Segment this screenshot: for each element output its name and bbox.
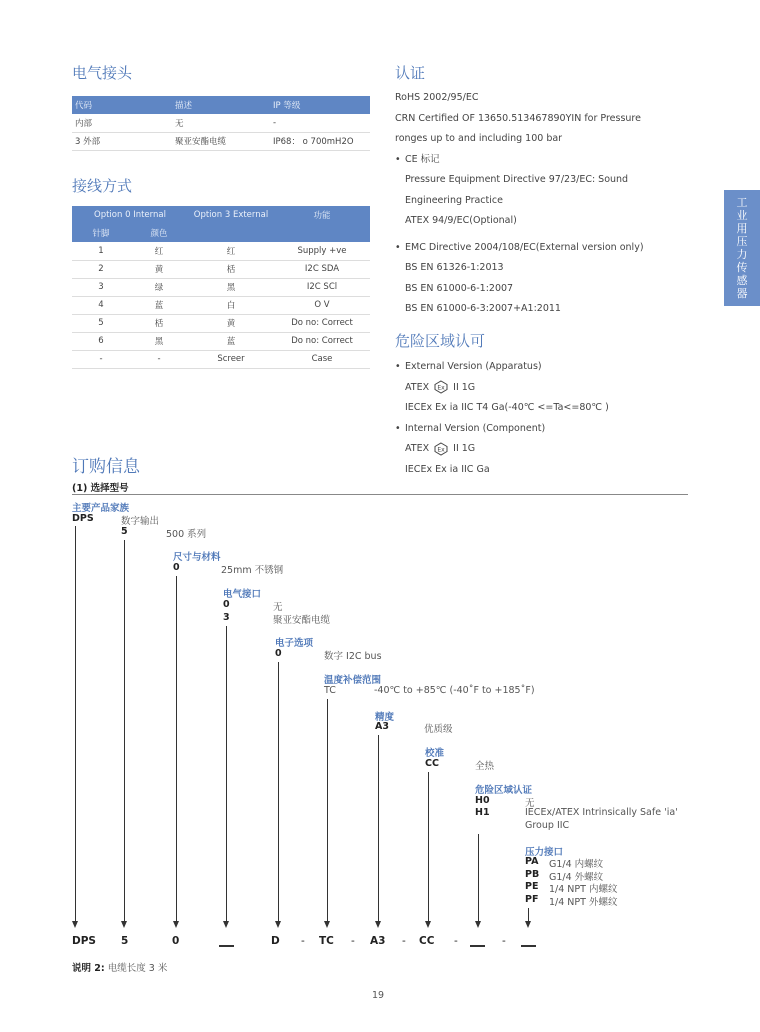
table-row: 4 蓝 白 O V	[72, 296, 370, 314]
table-row: 5 栝 黄 Do no: Correct	[72, 314, 370, 332]
cert-block: RoHS 2002/95/EC CRN Certified OF 13650.513467890YIN for Pressure ronges up to and including 100 bar • CE 标记 Pressure Equipment Directive 97/23/EC: Sound Engineering Practice ATEX 94/9/EC(Optional) • EMC Directive 2004/108/EC(External version only) BS EN 61326-1:2013 BS EN 61000-6-1:2007 BS EN 61000-6-3:2007+A1:2011	[395, 88, 715, 320]
table-row: 3 绿 黑 I2C SCl	[72, 278, 370, 296]
connector-line	[124, 540, 125, 922]
table-row: 6 黑 蓝 Do no: Correct	[72, 332, 370, 350]
wiring-title: 接线方式	[72, 177, 133, 195]
connector-line	[75, 526, 76, 922]
hazard-block: • External Version (Apparatus) ATEX Ex II 1G IECEx Ex ia IIC T4 Ga(-40℃ <=Ta<=80℃ ) • Internal Version (Component) ATEX Ex II 1G IECEx Ex ia IIC Ga	[395, 357, 715, 480]
connector-line	[378, 735, 379, 922]
blank-slot	[470, 945, 485, 947]
table-row: - - Screer Case	[72, 350, 370, 368]
ce-bullet: • CE 标记	[405, 150, 725, 171]
arrow-down-icon	[173, 921, 179, 928]
connector-line	[278, 662, 279, 922]
connector-line	[528, 908, 529, 922]
col-code: 代码	[75, 101, 93, 111]
table-row: 3 外部 聚亚安酯电缆 IP68： o 700mH2O	[72, 132, 370, 150]
side-section-tab: 工 业 用 压 力 传 感 器	[724, 190, 760, 306]
page-number: 19	[372, 990, 385, 1001]
arrow-down-icon	[223, 921, 229, 928]
electrical-table	[72, 96, 370, 151]
connector-line	[226, 626, 227, 922]
ordering-title: 订购信息	[72, 457, 140, 477]
hazard-title: 危险区域认可	[395, 332, 486, 350]
arrow-down-icon	[275, 921, 281, 928]
ordering-subtitle: (1) 选择型号	[72, 483, 129, 494]
col-ip: IP 等级	[273, 101, 301, 111]
wiring-table: Option 0 Internal Option 3 External 功能 针脚 颜色 1 红 红 Supply +ve 2 黄 栝 I2C SDA 3 绿 黑 I2C SCl 4 蓝 白 O V 5 栝 黄 Do no: Correct 6 黑 蓝 Do no: Correct - - Screer Case	[72, 206, 370, 369]
table-row: 2 黄 栝 I2C SDA	[72, 260, 370, 278]
connector-line	[176, 576, 177, 922]
connector-line	[478, 834, 479, 922]
table-row: 1 红 红 Supply +ve	[72, 242, 370, 260]
svg-text:Ex: Ex	[437, 446, 445, 453]
arrow-down-icon	[525, 921, 531, 928]
table-row: 内部 无 -	[72, 114, 370, 132]
svg-text:Ex: Ex	[437, 384, 445, 392]
electrical-title: 电气接头	[72, 64, 133, 82]
col-desc: 描述	[175, 101, 193, 111]
ex-hexagon-icon	[434, 442, 448, 456]
blank-slot	[219, 945, 234, 947]
arrow-down-icon	[425, 921, 431, 928]
connector-line	[428, 772, 429, 922]
blank-slot	[521, 945, 536, 947]
arrow-down-icon	[475, 921, 481, 928]
divider	[72, 494, 688, 495]
arrow-down-icon	[72, 921, 78, 928]
emc-bullet: • EMC Directive 2004/108/EC(External version only)	[405, 238, 725, 259]
arrow-down-icon	[121, 921, 127, 928]
note: 说明 2: 电缆长度 3 米	[72, 963, 168, 974]
cert-title: 认证	[395, 64, 426, 82]
arrow-down-icon	[324, 921, 330, 928]
ex-hexagon-icon	[434, 380, 448, 394]
connector-line	[327, 699, 328, 922]
arrow-down-icon	[375, 921, 381, 928]
